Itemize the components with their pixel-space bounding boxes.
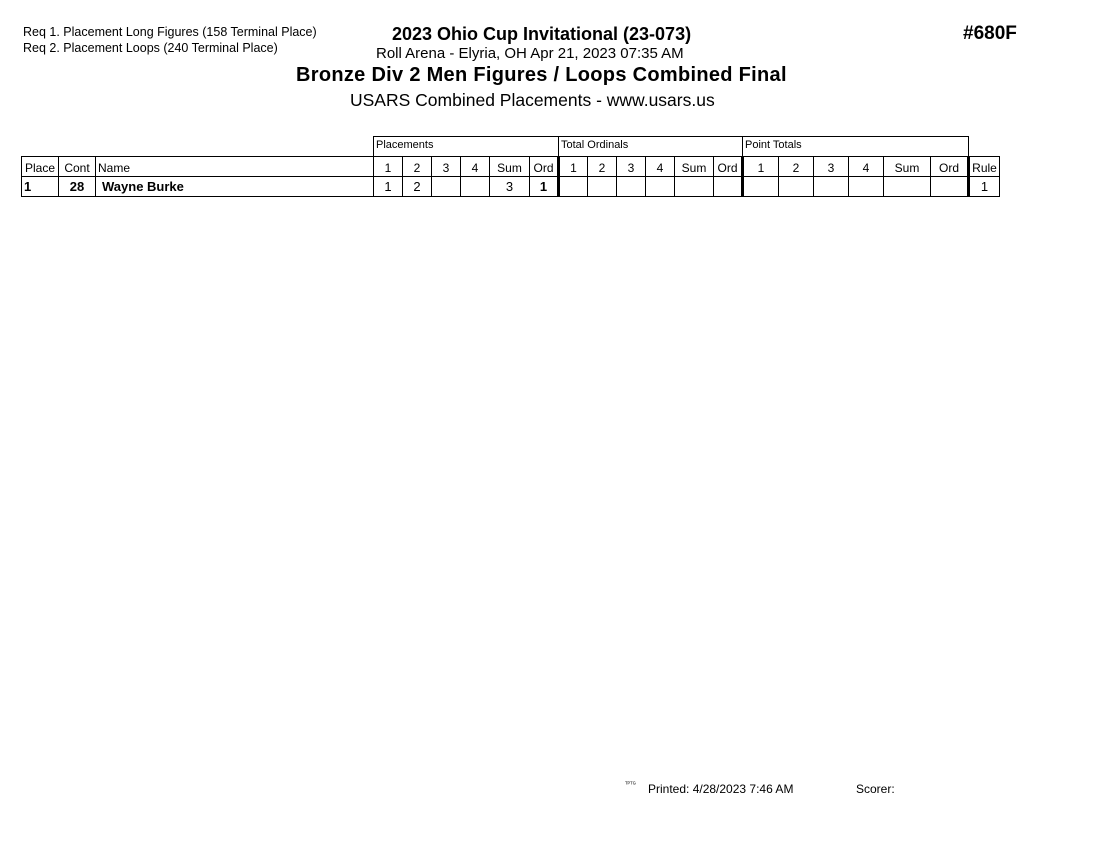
cell-placements-4 [461,177,490,197]
venue-datetime: Roll Arena - Elyria, OH Apr 21, 2023 07:35 AM [376,45,684,62]
col-placements-4: 4 [461,157,490,177]
cell-cont: 28 [59,177,96,197]
cell-placements-2: 2 [403,177,432,197]
group-placements: Placements [374,137,559,157]
col-points-3: 3 [814,157,849,177]
table-row [22,177,1000,197]
col-placements-2: 2 [403,157,432,177]
cell-points-3 [814,177,849,197]
requirement-2: Req 2. Placement Loops (240 Terminal Place) [23,41,278,55]
cell-points-1 [743,177,779,197]
col-name: Name [96,157,374,177]
col-points-2: 2 [779,157,814,177]
column-header-row [22,157,1000,177]
cell-placements-3 [432,177,461,197]
requirement-1: Req 1. Placement Long Figures (158 Terminal Place) [23,25,317,39]
col-points-4: 4 [849,157,884,177]
cell-points-sum [884,177,931,197]
cell-points-2 [779,177,814,197]
cell-ordinals-3 [617,177,646,197]
col-ordinals-sum: Sum [675,157,714,177]
group-point-totals: Point Totals [743,137,969,157]
col-place: Place [22,157,59,177]
printed-timestamp: Printed: 4/28/2023 7:46 AM [648,782,794,796]
scorer-label: Scorer: [856,782,895,796]
col-ordinals-ord: Ord [714,157,743,177]
subtitle: USARS Combined Placements - www.usars.us [350,90,715,110]
group-total-ordinals: Total Ordinals [559,137,743,157]
col-points-1: 1 [743,157,779,177]
competition-title: 2023 Ohio Cup Invitational (23-073) [392,24,692,44]
col-rule: Rule [969,157,1000,177]
cell-ordinals-ord [714,177,743,197]
col-ordinals-4: 4 [646,157,675,177]
col-placements-3: 3 [432,157,461,177]
cell-ordinals-sum [675,177,714,197]
cell-placements-1: 1 [374,177,403,197]
cell-points-4 [849,177,884,197]
event-number: #680F [963,23,1017,44]
col-placements-sum: Sum [490,157,530,177]
footer-mark: ᵀᴾᵀᴳ [625,782,636,788]
cell-ordinals-2 [588,177,617,197]
cell-name: Wayne Burke [96,177,374,197]
cell-ordinals-1 [559,177,588,197]
col-placements-ord: Ord [530,157,559,177]
col-points-sum: Sum [884,157,931,177]
cell-points-ord [931,177,969,197]
cell-rule: 1 [969,177,1000,197]
col-points-ord: Ord [931,157,969,177]
col-placements-1: 1 [374,157,403,177]
results-table [21,136,1000,197]
cell-place: 1 [22,177,59,197]
col-cont: Cont [59,157,96,177]
cell-ordinals-4 [646,177,675,197]
cell-placements-ord: 1 [530,177,559,197]
col-ordinals-3: 3 [617,157,646,177]
col-ordinals-2: 2 [588,157,617,177]
cell-placements-sum: 3 [490,177,530,197]
event-title: Bronze Div 2 Men Figures / Loops Combined Final [296,64,787,86]
group-header-row [22,137,1000,157]
col-ordinals-1: 1 [559,157,588,177]
